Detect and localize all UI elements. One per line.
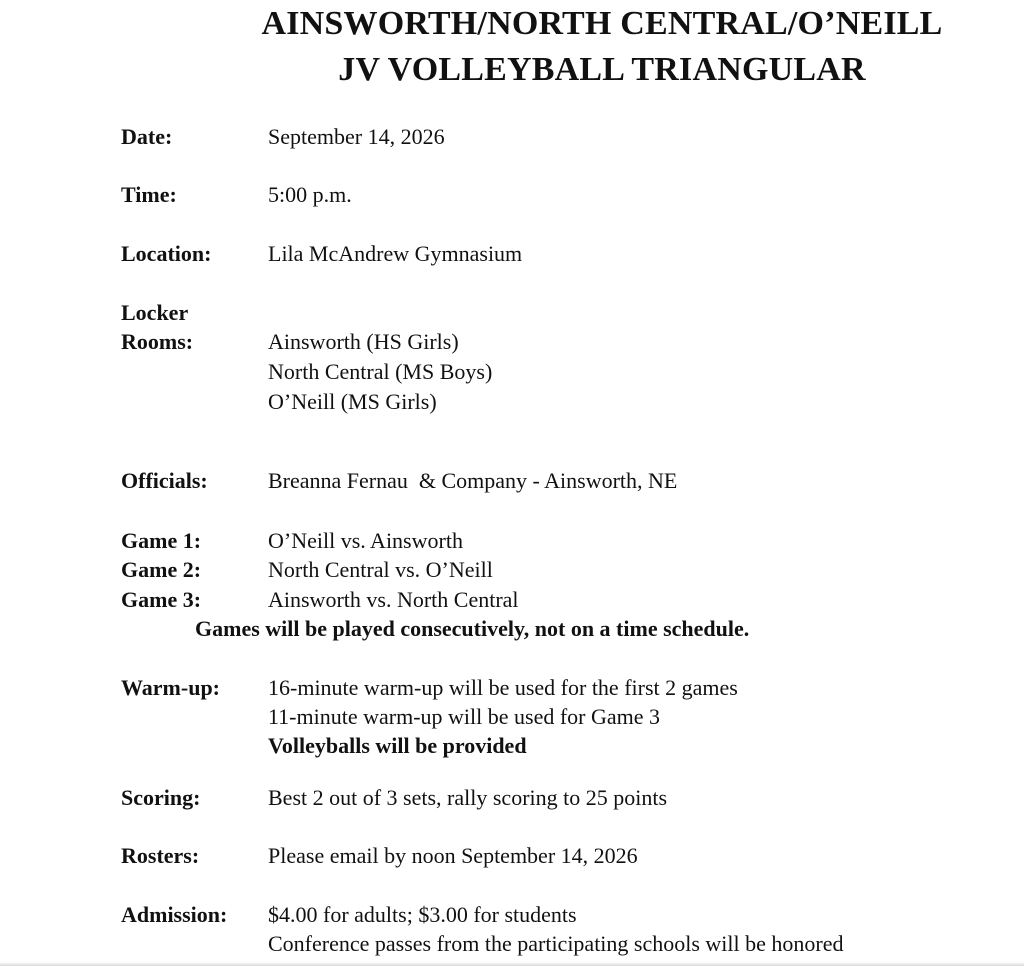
- game-3-label: Game 3:: [121, 587, 202, 612]
- title-line-2: JV VOLLEYBALL TRIANGULAR: [338, 51, 866, 88]
- date-value: September 14, 2026: [268, 124, 445, 149]
- locker-room-oneill: O’Neill (MS Girls): [268, 389, 437, 414]
- officials-label: Officials:: [121, 468, 208, 493]
- time-label: Time:: [121, 182, 177, 207]
- scoring-label: Scoring:: [121, 785, 201, 810]
- time-value: 5:00 p.m.: [268, 182, 352, 207]
- date-label: Date:: [121, 124, 173, 149]
- admission-line-2: Conference passes from the participating schools will be honored: [268, 931, 844, 956]
- rosters-value: Please email by noon September 14, 2026: [268, 843, 638, 868]
- locker-room-north-central: North Central (MS Boys): [268, 359, 493, 384]
- game-1-label: Game 1:: [121, 528, 202, 553]
- admission-line-1: $4.00 for adults; $3.00 for students: [268, 902, 577, 927]
- locker-room-ainsworth: Ainsworth (HS Girls): [268, 329, 459, 354]
- rosters-label: Rosters:: [121, 843, 200, 868]
- warmup-line-1: 16-minute warm-up will be used for the first 2 games: [268, 675, 738, 700]
- admission-label: Admission:: [121, 902, 228, 927]
- warmup-line-3: Volleyballs will be provided: [268, 733, 527, 758]
- locker-rooms-label-line-1: Locker: [121, 300, 189, 325]
- officials-value: Breanna Fernau & Company - Ainsworth, NE: [268, 468, 678, 493]
- games-schedule-note: Games will be played consecutively, not on a time schedule.: [195, 616, 750, 641]
- game-2-value: North Central vs. O’Neill: [268, 557, 493, 582]
- location-value: Lila McAndrew Gymnasium: [268, 241, 523, 266]
- game-2-label: Game 2:: [121, 557, 202, 582]
- locker-rooms-label-line-2: Rooms:: [121, 329, 194, 354]
- game-3-value: Ainsworth vs. North Central: [268, 587, 519, 612]
- location-label: Location:: [121, 241, 212, 266]
- scoring-value: Best 2 out of 3 sets, rally scoring to 25 points: [268, 785, 668, 810]
- warmup-line-2: 11-minute warm-up will be used for Game 3: [268, 704, 661, 729]
- title-line-1: AINSWORTH/NORTH CENTRAL/O’NEILL: [261, 5, 943, 42]
- game-1-value: O’Neill vs. Ainsworth: [268, 528, 463, 553]
- page-bottom-edge: [0, 962, 1024, 966]
- warmup-label: Warm-up:: [121, 675, 220, 700]
